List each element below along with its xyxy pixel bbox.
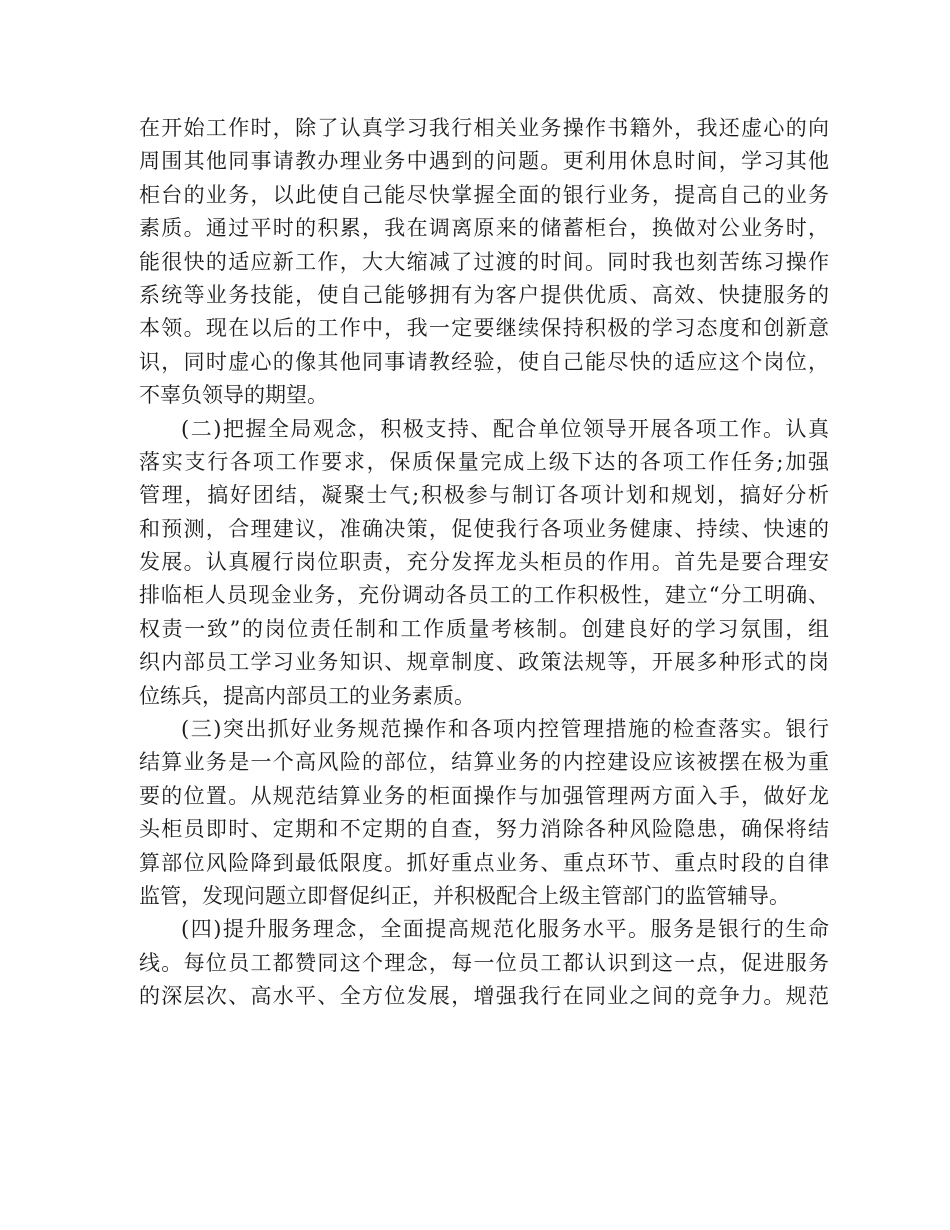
text-line: 能很快的适应新工作，大大缩减了过渡的时间。同时我也刻苦练习操作 [139, 249, 829, 274]
text-line: 头柜员即时、定期和不定期的自查，努力消除各种风险隐患，确保将结 [139, 817, 829, 842]
text-line: 本领。现在以后的工作中，我一定要继续保持积极的学习态度和创新意 [139, 316, 829, 341]
text-line: 结算业务是一个高风险的部位，结算业务的内控建设应该被摆在极为重 [139, 750, 829, 775]
text-line: 监管，发现问题立即督促纠正，并积极配合上级主管部门的监管辅导。 [139, 883, 790, 908]
text-line: 系统等业务技能，使自己能够拥有为客户提供优质、高效、快捷服务的 [139, 282, 829, 307]
text-line: 织内部员工学习业务知识、规章制度、政策法规等，开展多种形式的岗 [139, 650, 829, 675]
text-line: 的深层次、高水平、全方位发展，增强我行在同业之间的竞争力。规范 [139, 984, 829, 1009]
section-heading-line: (二)把握全局观念，积极支持、配合单位领导开展各项工作。认真 [181, 416, 829, 441]
text-line: 线。每位员工都赞同这个理念，每一位员工都认识到这一点，促进服务 [139, 950, 829, 975]
text-line: 素质。通过平时的积累，我在调离原来的储蓄柜台，换做对公业务时， [139, 216, 829, 241]
text-line: 周围其他同事请教办理业务中遇到的问题。更利用休息时间，学习其他 [139, 149, 829, 174]
section-heading-line: (四)提升服务理念，全面提高规范化服务水平。服务是银行的生命 [181, 917, 829, 942]
text-line: 发展。认真履行岗位职责，充分发挥龙头柜员的作用。首先是要合理安 [139, 550, 829, 575]
section-heading-line: (三)突出抓好业务规范操作和各项内控管理措施的检查落实。银行 [181, 717, 829, 742]
text-line: 管理，搞好团结，凝聚士气;积极参与制订各项计划和规划，搞好分析 [139, 483, 829, 508]
text-line: 不辜负领导的期望。 [139, 383, 328, 408]
text-line: 柜台的业务，以此使自己能尽快掌握全面的银行业务，提高自己的业务 [139, 182, 829, 207]
text-line: 权责一致”的岗位责任制和工作质量考核制。创建良好的学习氛围，组 [139, 616, 829, 641]
body-text [139, 112, 829, 1014]
text-line: 排临柜人员现金业务，充份调动各员工的工作积极性，建立“分工明确、 [139, 583, 829, 608]
text-line: 在开始工作时，除了认真学习我行相关业务操作书籍外，我还虚心的向 [139, 116, 829, 140]
text-line: 落实支行各项工作要求，保质保量完成上级下达的各项工作任务;加强 [139, 449, 829, 474]
text-line: 识，同时虚心的像其他同事请教经验，使自己能尽快的适应这个岗位， [139, 349, 829, 374]
text-line: 和预测，合理建议，准确决策，促使我行各项业务健康、持续、快速的 [139, 516, 829, 541]
text-line: 位练兵，提高内部员工的业务素质。 [139, 683, 475, 708]
text-line: 要的位置。从规范结算业务的柜面操作与加强管理两方面入手，做好龙 [139, 783, 829, 808]
text-line: 算部位风险降到最低限度。抓好重点业务、重点环节、重点时段的自律 [139, 850, 829, 875]
